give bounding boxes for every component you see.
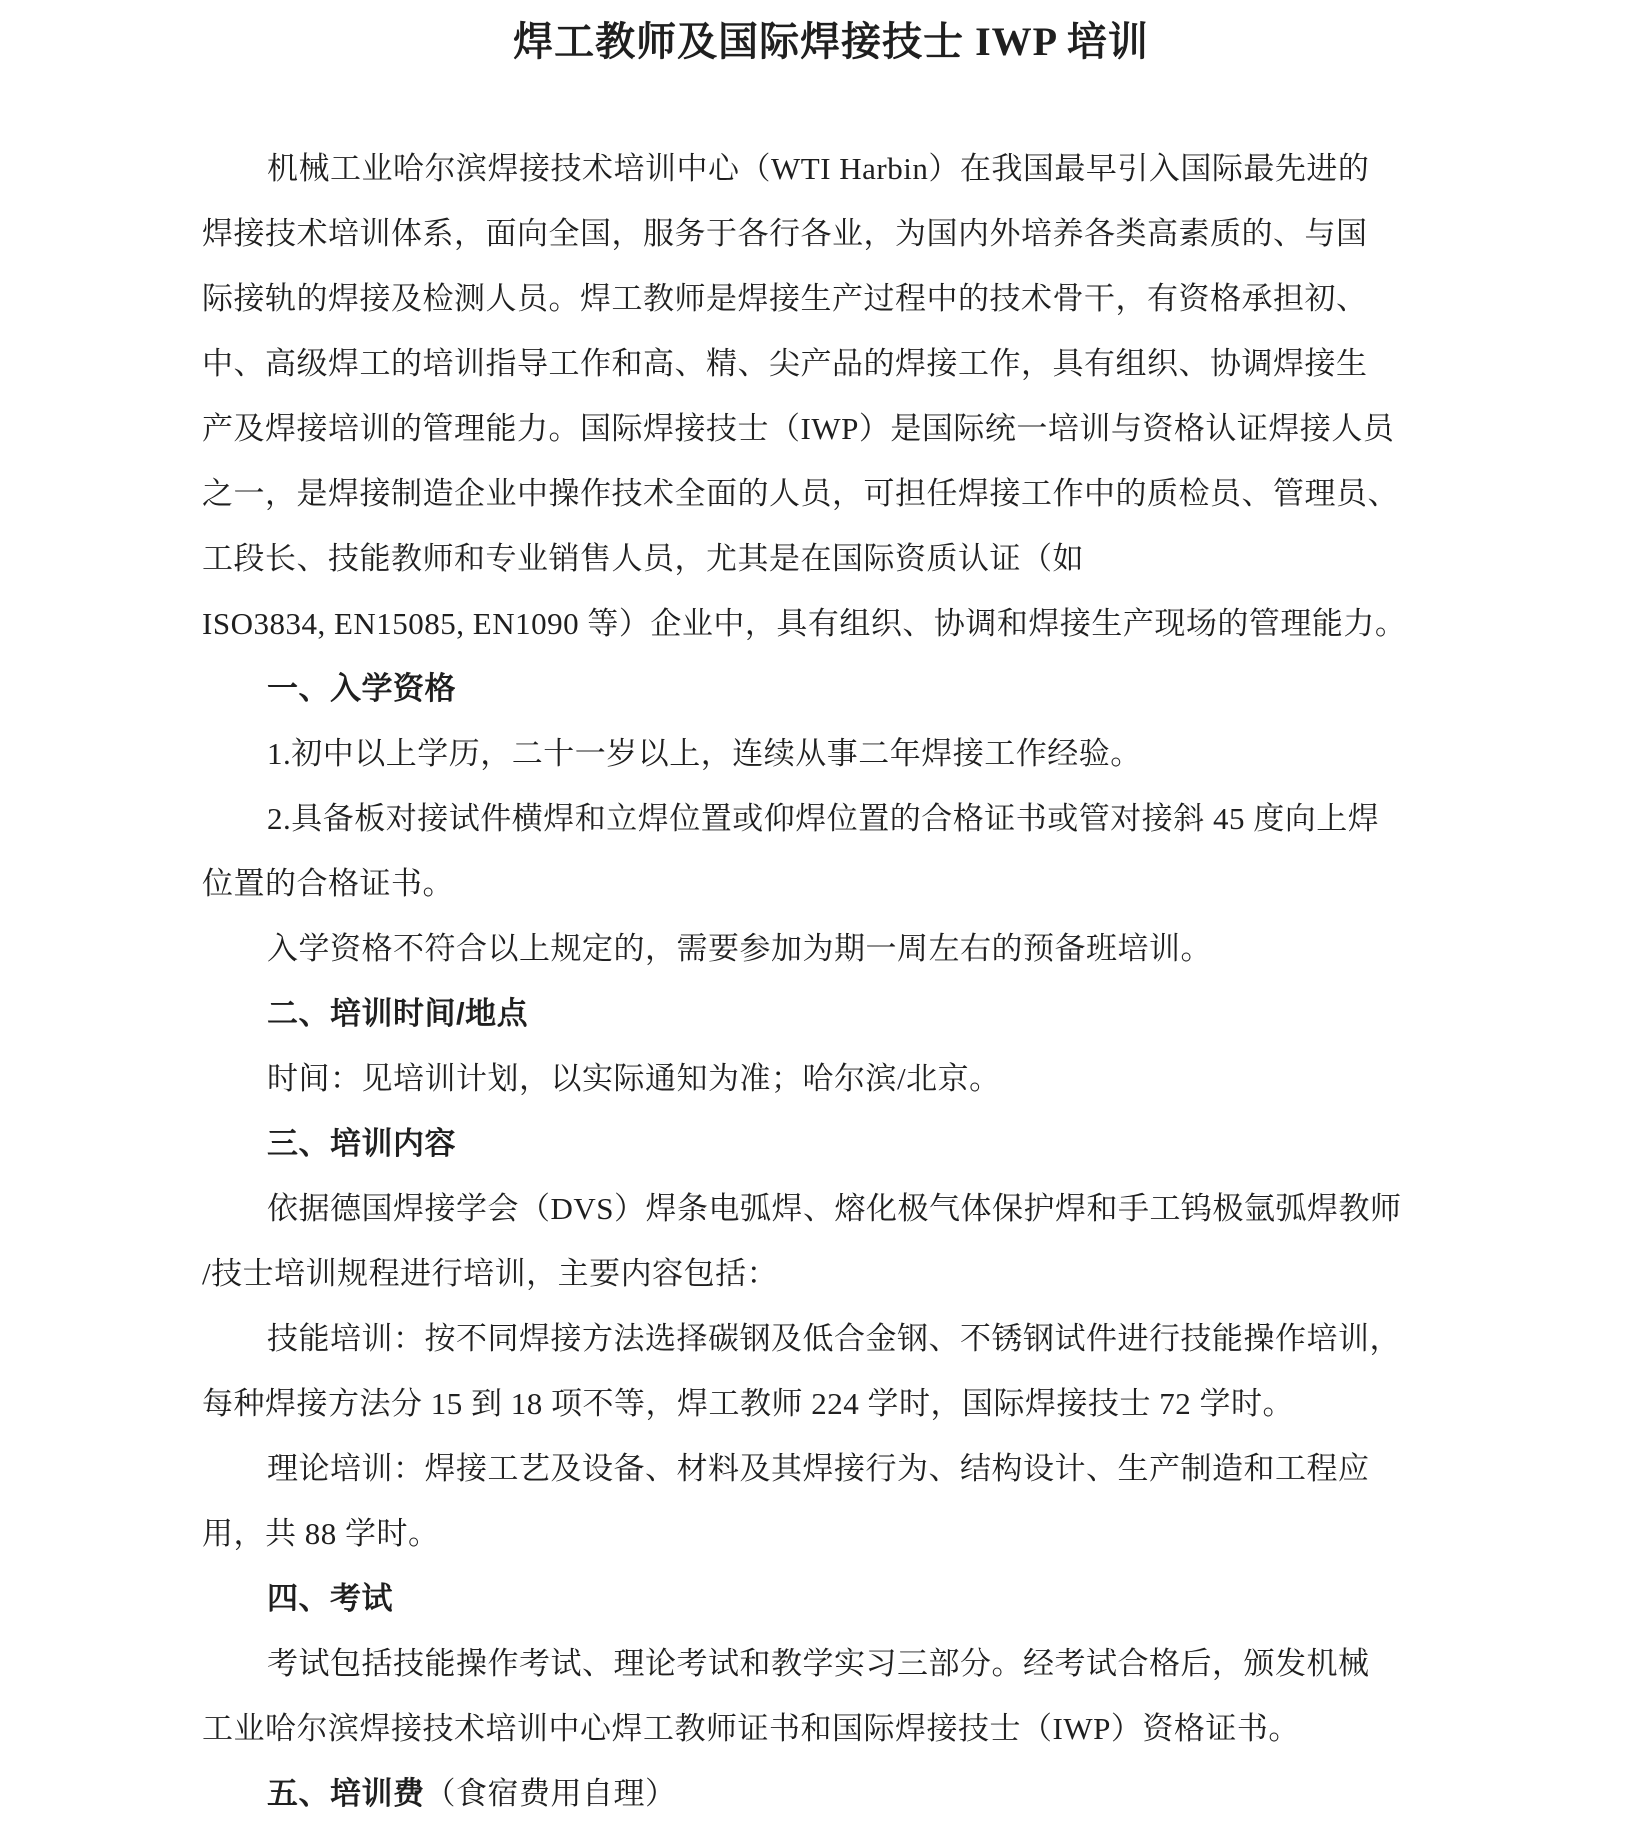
paragraph-line: 技能培训：按不同焊接方法选择碳钢及低合金钢、不锈钢试件进行技能操作培训，	[267, 1321, 1401, 1356]
section-heading-admission: 一、入学资格	[267, 671, 456, 706]
section-heading-fee-text: 五、培训费	[267, 1776, 425, 1811]
paragraph-line: 之一，是焊接制造企业中操作技术全面的人员，可担任焊接工作中的质检员、管理员、	[202, 476, 1399, 511]
section-heading-fee-note: （食宿费用自理）	[424, 1776, 677, 1811]
paragraph-line: 理论培训：焊接工艺及设备、材料及其焊接行为、结构设计、生产制造和工程应	[267, 1451, 1370, 1486]
paragraph-line: 依据德国焊接学会（DVS）焊条电弧焊、熔化极气体保护焊和手工钨极氩弧焊教师	[267, 1191, 1402, 1226]
paragraph-line: 际接轨的焊接及检测人员。焊工教师是焊接生产过程中的技术骨干，有资格承担初、	[202, 281, 1368, 316]
section-heading-content: 三、培训内容	[267, 1126, 456, 1161]
paragraph-line: 入学资格不符合以上规定的，需要参加为期一周左右的预备班培训。	[267, 931, 1212, 966]
section-heading-fee	[202, 1761, 1460, 1826]
section-heading-time-place: 二、培训时间/地点	[267, 996, 529, 1031]
paragraph-line: 机械工业哈尔滨焊接技术培训中心（WTI Harbin）在我国最早引入国际最先进的	[267, 151, 1370, 186]
paragraph-line: 产及焊接培训的管理能力。国际焊接技士（IWP）是国际统一培训与资格认证焊接人员	[202, 411, 1395, 446]
paragraph-line: 每种焊接方法分 15 到 18 项不等，焊工教师 224 学时，国际焊接技士 72 学时。	[202, 1386, 1294, 1421]
paragraph-line: /技士培训规程进行培训，主要内容包括：	[202, 1256, 779, 1291]
paragraph-line: 用，共 88 学时。	[202, 1516, 440, 1551]
paragraph-line: 位置的合格证书。	[202, 866, 454, 901]
paragraph-line: 工业哈尔滨焊接技术培训中心焊工教师证书和国际焊接技士（IWP）资格证书。	[202, 1711, 1300, 1746]
page-title: 焊工教师及国际焊接技士 IWP 培训	[513, 19, 1149, 64]
paragraph-line: 2.具备板对接试件横焊和立焊位置或仰焊位置的合格证书或管对接斜 45 度向上焊	[267, 801, 1380, 836]
paragraph-line: 工段长、技能教师和专业销售人员，尤其是在国际资质认证（如	[202, 541, 1084, 576]
paragraph-line: 时间：见培训计划，以实际通知为准；哈尔滨/北京。	[267, 1061, 1001, 1096]
paragraph-line: 焊接技术培训体系，面向全国，服务于各行各业，为国内外培养各类高素质的、与国	[202, 216, 1368, 251]
paragraph-line: 1.初中以上学历，二十一岁以上，连续从事二年焊接工作经验。	[267, 736, 1142, 771]
paragraph-line: 中、高级焊工的培训指导工作和高、精、尖产品的焊接工作，具有组织、协调焊接生	[202, 346, 1368, 381]
paragraph-line: 考试包括技能操作考试、理论考试和教学实习三部分。经考试合格后，颁发机械	[267, 1646, 1370, 1681]
paragraph-line: ISO3834, EN15085, EN1090 等）企业中，具有组织、协调和焊接生产现场的管理能力。	[202, 606, 1407, 641]
section-heading-exam: 四、考试	[267, 1581, 393, 1616]
